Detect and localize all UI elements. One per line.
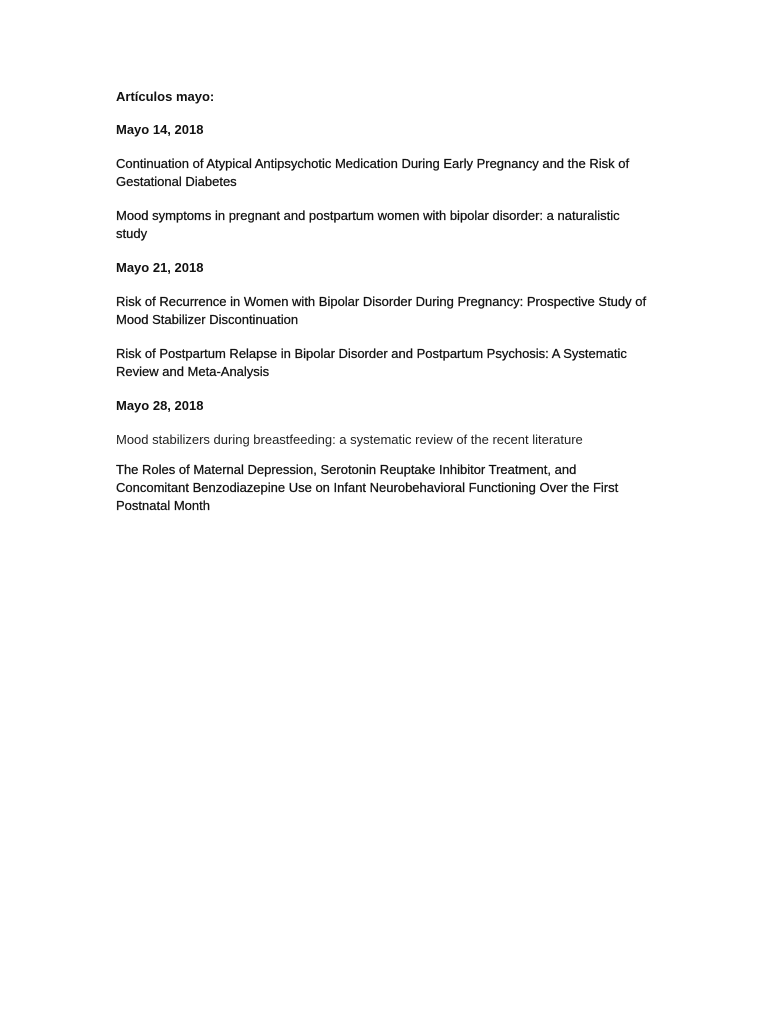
section-date: Mayo 21, 2018 [116, 260, 204, 275]
article-title: Mood symptoms in pregnant and postpartum women with bipolar disorder: a naturalistic study [116, 208, 620, 241]
section-may-28 [116, 397, 652, 515]
article-title: Continuation of Atypical Antipsychotic Medication During Early Pregnancy and the Risk of Gestational Diabetes [116, 156, 630, 189]
article-title: Risk of Recurrence in Women with Bipolar Disorder During Pregnancy: Prospective Study of Mood Stabilizer Discontinuation [116, 294, 647, 327]
article-title: Mood stabilizers during breastfeeding: a systematic review of the recent literature [116, 432, 583, 447]
article-title: The Roles of Maternal Depression, Serotonin Reuptake Inhibitor Treatment, and Concomitant Benzodiazepine Use on Infant Neurobehavioral Functioning Over the First Postnatal Month [116, 462, 619, 513]
article-title: Risk of Postpartum Relapse in Bipolar Disorder and Postpartum Psychosis: A Systematic Review and Meta-Analysis [116, 346, 627, 379]
document-title: Artículos mayo: [116, 89, 215, 104]
section-may-14 [116, 121, 652, 243]
section-may-21 [116, 259, 652, 381]
section-date: Mayo 14, 2018 [116, 122, 204, 137]
section-date: Mayo 28, 2018 [116, 398, 204, 413]
